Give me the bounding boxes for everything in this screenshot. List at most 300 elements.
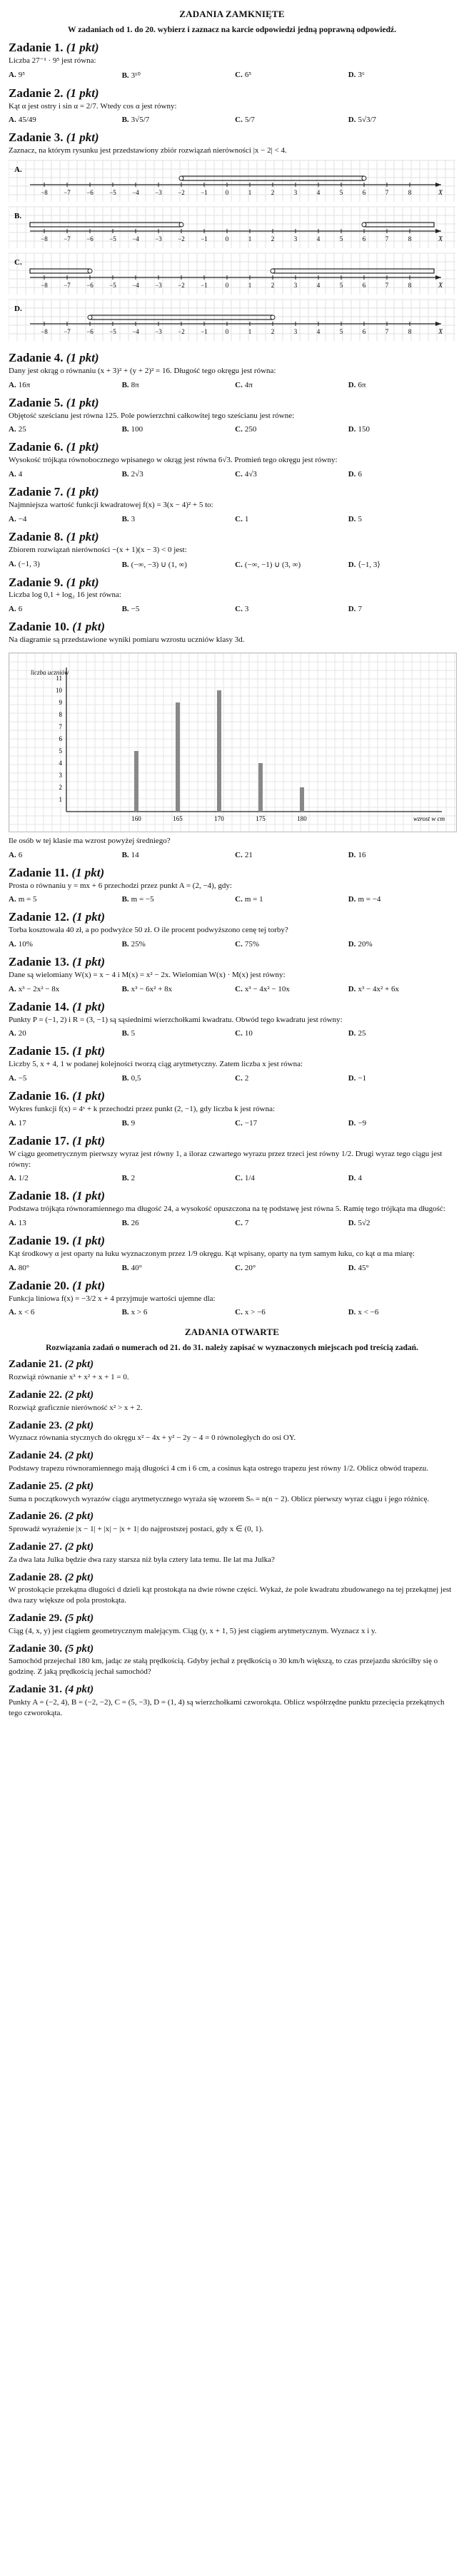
task-points: (1 pkt) xyxy=(66,351,99,365)
open-tasks xyxy=(9,1359,455,1718)
task-number: Zadanie 2. xyxy=(9,86,64,100)
task-question: Wyznacz równania stycznych do okręgu x² − 4x + y² − 2y − 4 = 0 równoległych do osi OY. xyxy=(9,1433,296,1443)
answer-value: 4π xyxy=(244,380,253,389)
answer-letter: A. xyxy=(9,895,16,904)
tick-label: −3 xyxy=(155,189,162,197)
answer-letter: C. xyxy=(235,1074,243,1083)
answer-option[interactable] xyxy=(122,985,229,993)
answer-option[interactable] xyxy=(9,1174,116,1182)
answer-value: 4 xyxy=(18,470,23,479)
task-title xyxy=(9,1001,455,1013)
task-question: Podstawy trapezu równoramiennego mają długości 4 cm i 6 cm, a cosinus kąta ostrego trapezu jest równy 1/2. Oblicz obwód trapezu. xyxy=(9,1463,429,1473)
task xyxy=(9,486,455,523)
answer-option[interactable] xyxy=(122,515,229,523)
answer-option[interactable] xyxy=(235,605,342,613)
task-title xyxy=(9,1390,455,1401)
tick-label: 4 xyxy=(316,328,321,336)
answer-option[interactable] xyxy=(348,1029,455,1038)
task xyxy=(9,1090,455,1128)
answer-value: 25% xyxy=(131,940,146,949)
task-points: (2 pkt) xyxy=(64,1450,94,1462)
tick-label: 2 xyxy=(271,328,275,336)
answer-value: x³ − 2x² − 8x xyxy=(18,984,60,993)
answer-option[interactable] xyxy=(235,560,342,569)
answer-value: 4√3 xyxy=(244,470,257,479)
answer-letter: D. xyxy=(348,70,356,79)
instructions: W zadaniach od 1. do 20. wybierz i zaznacz na karcie odpowiedzi jedną poprawną odpowiedź. xyxy=(68,26,396,34)
task-question: Dane są wielomiany W(x) = x − 4 i M(x) = x² − 2x. Wielomian W(x) · M(x) jest równy: xyxy=(9,970,286,979)
tick-label: 2 xyxy=(271,189,275,197)
task-number: Zadanie 26. xyxy=(9,1511,63,1523)
task-points: (1 pkt) xyxy=(66,395,99,409)
task-number: Zadanie 31. xyxy=(9,1684,63,1696)
answer-letter: D. xyxy=(348,1308,356,1317)
task-points: (1 pkt) xyxy=(72,1234,106,1248)
answer-letter: D. xyxy=(348,116,356,125)
answer-value: 25 xyxy=(358,1029,366,1038)
answer-option[interactable] xyxy=(348,1174,455,1182)
answer-option[interactable] xyxy=(9,605,116,613)
task-points: (1 pkt) xyxy=(72,1089,106,1103)
task-title xyxy=(9,1542,455,1553)
axis-y-label: liczba uczniów xyxy=(31,668,69,676)
answer-options xyxy=(9,1074,455,1083)
answer-letter: C. xyxy=(235,1219,243,1228)
answer-option[interactable] xyxy=(9,515,116,523)
answer-letter: D. xyxy=(348,1263,356,1272)
answer-option[interactable] xyxy=(122,1119,229,1128)
y-tick-label: 10 xyxy=(56,686,62,694)
height-chart xyxy=(9,653,457,832)
answer-option[interactable] xyxy=(235,985,342,993)
answer-value: 1/4 xyxy=(244,1174,255,1183)
tick-label: −2 xyxy=(178,189,185,197)
task-number: Zadanie 11. xyxy=(9,865,69,879)
answer-options xyxy=(9,470,455,479)
answer-value: x³ − 4x² + 6x xyxy=(358,984,399,993)
answer-letter: A. xyxy=(9,1308,16,1317)
answer-option[interactable] xyxy=(235,1119,342,1128)
task xyxy=(9,867,455,904)
task-title xyxy=(9,956,455,968)
task-number: Zadanie 22. xyxy=(9,1389,63,1401)
answer-option[interactable] xyxy=(9,895,116,904)
task-points: (5 pkt) xyxy=(64,1642,94,1655)
answer-option[interactable] xyxy=(9,1029,116,1038)
task-number: Zadanie 25. xyxy=(9,1480,63,1492)
answer-option[interactable] xyxy=(235,381,342,389)
answer-option[interactable] xyxy=(235,940,342,949)
answer-letter: D. xyxy=(348,1074,356,1083)
task-points: (5 pkt) xyxy=(64,1612,94,1625)
answer-letter: B. xyxy=(121,1029,129,1038)
answer-value: 3 xyxy=(244,605,249,614)
answer-option[interactable] xyxy=(9,425,116,434)
task-question: Kąt α jest ostry i sin α = 2/7. Wtedy cos α jest równy: xyxy=(9,101,177,111)
answer-value: 20% xyxy=(358,940,373,949)
task-points: (4 pkt) xyxy=(64,1684,94,1696)
answer-value: −17 xyxy=(244,1118,258,1128)
answer-option[interactable] xyxy=(348,1308,455,1317)
answer-option[interactable] xyxy=(9,1074,116,1083)
answer-option[interactable] xyxy=(348,895,455,904)
tick-label: 1 xyxy=(248,282,252,290)
task-question: Rozwiąż równanie x³ + x² + x + 1 = 0. xyxy=(9,1373,129,1382)
number-line[interactable] xyxy=(9,159,455,203)
task-question: W ciągu geometrycznym pierwszy wyraz jest równy 1, a iloraz czwartego wyrazu przez trzeci jest równy 1/2. Drugi wyraz tego ciągu jest równy: xyxy=(9,1149,443,1169)
tick-label: −7 xyxy=(64,282,71,290)
answer-options xyxy=(9,605,455,613)
answer-option[interactable] xyxy=(235,1264,342,1272)
answer-option[interactable] xyxy=(122,560,229,569)
answer-value: m = −4 xyxy=(358,895,381,904)
tick-label: 6 xyxy=(362,328,366,336)
tick-label: −5 xyxy=(109,189,116,197)
answer-options xyxy=(9,425,455,434)
task xyxy=(9,1235,455,1272)
answer-option[interactable] xyxy=(348,381,455,389)
answer-option[interactable] xyxy=(235,1308,342,1317)
task-question: W prostokącie przekątna długości d dzieli kąt prostokąta na dwie równe części. Wykaż, że pole kwadratu zbudowanego na tej przekątnej jest dwa razy większe od pola prostokąta. xyxy=(9,1585,452,1605)
open-task xyxy=(9,1511,455,1535)
answer-option[interactable] xyxy=(348,560,455,569)
answer-letter: A. xyxy=(9,470,16,479)
answer-option[interactable] xyxy=(9,381,116,389)
answer-option[interactable] xyxy=(122,851,229,859)
task-title xyxy=(9,41,455,54)
task-question: Punkty P = (−1, 2) i R = (3, −1) są sąsiednimi wierzchołkami kwadratu. Obwód tego kwadratu jest równy: xyxy=(9,1015,343,1024)
task-question: Podstawa trójkąta równoramiennego ma długość 24, a wysokość opuszczona na tę podstawę jest równa 5. Ramię tego trójkąta ma długość: xyxy=(9,1205,445,1214)
bar xyxy=(258,763,263,812)
answer-value: x > 6 xyxy=(131,1308,148,1317)
task-number: Zadanie 5. xyxy=(9,395,64,409)
answer-letter: C. xyxy=(235,1118,243,1128)
answer-options xyxy=(9,940,455,949)
answer-letter: A. xyxy=(9,380,16,389)
answer-letter: B. xyxy=(121,1118,129,1128)
answer-letter: A. xyxy=(9,116,16,125)
task xyxy=(9,131,455,344)
answer-options xyxy=(9,1308,455,1317)
task-question: Wysokość trójkąta równobocznego wpisanego w okrąg jest równa 6√3. Promień tego okręgu jest równy: xyxy=(9,456,338,465)
answer-option[interactable] xyxy=(235,1029,342,1038)
answer-options xyxy=(9,851,455,859)
tick-label: 7 xyxy=(385,189,389,197)
answer-option[interactable] xyxy=(348,1074,455,1083)
answer-letter: D. xyxy=(348,470,356,479)
answer-option[interactable] xyxy=(9,560,116,569)
answer-option[interactable] xyxy=(9,985,116,993)
y-tick-label: 4 xyxy=(59,759,62,767)
task xyxy=(9,352,455,389)
answer-option[interactable] xyxy=(235,515,342,523)
task-points: (1 pkt) xyxy=(66,575,99,589)
answer-option[interactable] xyxy=(122,895,229,904)
axis-x-label: X xyxy=(438,282,443,290)
answer-option[interactable] xyxy=(235,71,342,80)
answer-option[interactable] xyxy=(122,425,229,434)
answer-option[interactable] xyxy=(348,71,455,80)
answer-value: 16π xyxy=(18,380,31,389)
bar xyxy=(176,702,180,812)
option-label: B. xyxy=(14,212,22,221)
task-title xyxy=(9,1359,455,1371)
answer-option[interactable] xyxy=(9,851,116,859)
answer-letter: C. xyxy=(235,605,243,614)
open-task xyxy=(9,1542,455,1565)
answer-option[interactable] xyxy=(9,116,116,124)
answer-option[interactable] xyxy=(9,470,116,479)
answer-letter: D. xyxy=(348,984,356,993)
task-number: Zadanie 14. xyxy=(9,999,70,1013)
answer-option[interactable] xyxy=(348,515,455,523)
answer-options xyxy=(9,895,455,904)
task-question: Liczba log 0,1 + log₂ 16 jest równa: xyxy=(9,591,121,600)
tick-label: 1 xyxy=(248,235,252,243)
answer-letter: D. xyxy=(348,560,356,569)
task-points: (1 pkt) xyxy=(71,865,105,879)
answer-letter: B. xyxy=(121,1308,129,1317)
tick-label: −4 xyxy=(132,328,139,336)
task-number: Zadanie 19. xyxy=(9,1234,70,1248)
answer-option[interactable] xyxy=(348,605,455,613)
answer-value: 3¹⁰ xyxy=(131,71,141,80)
task xyxy=(9,1135,455,1183)
answer-option[interactable] xyxy=(348,1119,455,1128)
task-points: (1 pkt) xyxy=(66,41,99,54)
answer-value: 8π xyxy=(131,380,139,389)
task-points: (2 pkt) xyxy=(64,1511,94,1523)
answer-option[interactable] xyxy=(9,71,116,80)
answer-letter: C. xyxy=(235,984,243,993)
number-line[interactable] xyxy=(9,298,455,342)
task-number: Zadanie 3. xyxy=(9,131,64,145)
answer-letter: C. xyxy=(235,425,243,434)
tick-label: −5 xyxy=(109,282,116,290)
tick-label: −6 xyxy=(86,235,94,243)
task-title xyxy=(9,131,455,144)
answer-options xyxy=(9,116,455,124)
answer-option[interactable] xyxy=(348,985,455,993)
task-points: (1 pkt) xyxy=(72,620,106,634)
task-question: Kąt środkowy α jest oparty na łuku wyznaczonym przez 1/9 okręgu. Kąt wpisany, oparty na tym samym łuku, co kąt α ma miarę: xyxy=(9,1249,415,1258)
answer-letter: B. xyxy=(121,560,129,569)
tick-label: −6 xyxy=(86,328,94,336)
answer-option[interactable] xyxy=(235,1074,342,1083)
answer-value: 4 xyxy=(358,1174,362,1183)
tick-label: 3 xyxy=(293,189,298,197)
task-title xyxy=(9,1135,455,1148)
answer-value: 5 xyxy=(358,514,362,523)
tick-label: −1 xyxy=(201,235,208,243)
answer-letter: A. xyxy=(9,850,16,859)
task-question: Zbiorem rozwiązań nierówności −(x + 1)(x − 3) < 0 jest: xyxy=(9,545,187,554)
answer-value: 6 xyxy=(18,850,23,859)
answer-letter: C. xyxy=(235,514,243,523)
tick-label: −8 xyxy=(41,328,48,336)
answer-value: 80° xyxy=(18,1263,30,1272)
answer-option[interactable] xyxy=(348,1219,455,1227)
interval-bar xyxy=(273,269,434,273)
answer-options xyxy=(9,1029,455,1038)
answer-option[interactable] xyxy=(122,605,229,613)
tick-label: 8 xyxy=(408,282,412,290)
tick-label: 7 xyxy=(385,328,389,336)
answer-option[interactable] xyxy=(9,1219,116,1227)
answer-option[interactable] xyxy=(122,470,229,479)
task-number: Zadanie 30. xyxy=(9,1642,63,1655)
open-task xyxy=(9,1613,455,1637)
y-tick-label: 6 xyxy=(59,735,62,742)
answer-option[interactable] xyxy=(9,1308,116,1317)
answer-option[interactable] xyxy=(122,1029,229,1038)
task-title xyxy=(9,441,455,454)
task-question: Liczba 27⁻¹ · 9⁵ jest równa: xyxy=(9,56,96,65)
tick-label: 4 xyxy=(316,282,321,290)
task-points: (1 pkt) xyxy=(66,529,99,543)
answer-option[interactable] xyxy=(348,1264,455,1272)
answer-option[interactable] xyxy=(122,1074,229,1083)
tick-label: 6 xyxy=(362,282,366,290)
axis-x-label: wzrost w cm xyxy=(413,814,445,822)
answer-option[interactable] xyxy=(122,381,229,389)
answer-value: (−∞, −3) ∪ (1, ∞) xyxy=(131,560,187,569)
answer-value: (−∞, −1) ∪ (3, ∞) xyxy=(244,560,301,569)
answer-value: x > −6 xyxy=(244,1308,266,1317)
answer-letter: B. xyxy=(121,1074,129,1083)
tick-label: 7 xyxy=(385,235,389,243)
tick-label: 5 xyxy=(339,189,343,197)
answer-option[interactable] xyxy=(122,116,229,124)
answer-letter: B. xyxy=(121,380,129,389)
answer-value: 14 xyxy=(131,850,139,859)
answer-value: 7 xyxy=(358,605,362,614)
answer-option[interactable] xyxy=(348,851,455,859)
answer-option[interactable] xyxy=(235,1174,342,1182)
task-question: Prosta o równaniu y = mx + 6 przechodzi przez punkt A = (2, −4), gdy: xyxy=(9,881,232,890)
answer-option[interactable] xyxy=(9,1264,116,1272)
task-title xyxy=(9,397,455,409)
answer-value: 5/7 xyxy=(244,116,255,125)
tick-label: −4 xyxy=(132,282,139,290)
axis-x-label: X xyxy=(438,189,443,198)
task-number: Zadanie 28. xyxy=(9,1571,63,1583)
task-title xyxy=(9,1235,455,1247)
task-number: Zadanie 27. xyxy=(9,1541,63,1553)
task xyxy=(9,956,455,993)
answer-letter: A. xyxy=(9,1219,16,1228)
tick-label: 8 xyxy=(408,328,412,336)
task-number: Zadanie 29. xyxy=(9,1612,63,1625)
answer-letter: A. xyxy=(9,940,16,949)
answer-option[interactable] xyxy=(122,1174,229,1182)
answer-letter: C. xyxy=(235,70,243,79)
answer-option[interactable] xyxy=(235,116,342,124)
task-title xyxy=(9,531,455,543)
tick-label: −8 xyxy=(41,235,48,243)
answer-letter: C. xyxy=(235,470,243,479)
open-instructions: Rozwiązania zadań o numerach od 21. do 31. należy zapisać w wyznaczonych miejscach pod treścią zadań. xyxy=(46,1344,418,1353)
answer-value: 6 xyxy=(358,470,362,479)
task-number: Zadanie 8. xyxy=(9,529,64,543)
answer-letter: C. xyxy=(235,116,243,125)
task-title xyxy=(9,867,455,879)
answer-value: 5√3/7 xyxy=(358,116,377,125)
answer-option[interactable] xyxy=(122,1264,229,1272)
task-title xyxy=(9,620,455,633)
answer-value: 6 xyxy=(18,605,23,614)
answer-option[interactable] xyxy=(122,940,229,949)
answer-value: 20° xyxy=(244,1263,256,1272)
answer-value: (−1, 3) xyxy=(18,559,40,568)
tick-label: −1 xyxy=(201,282,208,290)
answer-option[interactable] xyxy=(235,470,342,479)
section-title-closed: ZADANIA ZAMKNIĘTE xyxy=(179,9,285,19)
answer-letter: D. xyxy=(348,850,356,859)
answer-option[interactable] xyxy=(9,1119,116,1128)
task xyxy=(9,87,455,125)
answer-option[interactable] xyxy=(348,425,455,434)
answer-value: −1 xyxy=(358,1074,367,1083)
tick-label: −3 xyxy=(155,328,162,336)
answer-option[interactable] xyxy=(348,470,455,479)
answer-value: −5 xyxy=(131,605,140,614)
x-tick-label: 165 xyxy=(173,814,183,822)
tick-label: −6 xyxy=(86,189,94,197)
task-title xyxy=(9,1451,455,1462)
answer-option[interactable] xyxy=(122,71,229,80)
tick-label: −7 xyxy=(64,189,71,197)
task-question: Torba kosztowała 40 zł, a po podwyżce 50 zł. O ile procent podwyższono cenę tej torby? xyxy=(9,926,288,935)
answer-letter: D. xyxy=(348,895,356,904)
answer-option[interactable] xyxy=(235,895,342,904)
task-title xyxy=(9,1644,455,1655)
answer-option[interactable] xyxy=(9,940,116,949)
number-line[interactable] xyxy=(9,252,455,296)
tick-label: −5 xyxy=(109,328,116,336)
answer-option[interactable] xyxy=(122,1308,229,1317)
open-task xyxy=(9,1685,455,1718)
answer-value: 45/49 xyxy=(18,116,36,125)
answer-option[interactable] xyxy=(348,940,455,949)
number-line[interactable] xyxy=(9,205,455,250)
answer-options xyxy=(9,1264,455,1272)
tick-label: 2 xyxy=(271,282,275,290)
interval-bar xyxy=(30,223,181,227)
answer-option[interactable] xyxy=(122,1219,229,1227)
task-title xyxy=(9,1481,455,1493)
task-question: Sprowadź wyrażenie |x − 1| + |x| − |x + 1| do najprostszej postaci, gdy x ∈ (0, 1). xyxy=(9,1525,264,1534)
answer-value: 7 xyxy=(244,1219,249,1228)
answer-letter: B. xyxy=(121,605,129,614)
answer-option[interactable] xyxy=(235,851,342,859)
answer-option[interactable] xyxy=(235,425,342,434)
answer-letter: B. xyxy=(121,1263,129,1272)
task-question: Za dwa lata Julka będzie dwa razy starsza niż była cztery lata temu. Ile lat ma Julka? xyxy=(9,1555,275,1564)
answer-option[interactable] xyxy=(235,1219,342,1227)
task-points: (2 pkt) xyxy=(64,1541,94,1553)
task-number: Zadanie 17. xyxy=(9,1133,70,1148)
answer-option[interactable] xyxy=(348,116,455,124)
answer-letter: A. xyxy=(9,559,16,568)
answer-value: 10 xyxy=(244,1029,253,1038)
bar xyxy=(217,690,221,812)
x-tick-label: 175 xyxy=(256,814,266,822)
tick-label: 3 xyxy=(293,235,298,243)
answer-letter: D. xyxy=(348,1219,356,1228)
task-title xyxy=(9,1279,455,1292)
answer-value: 1 xyxy=(244,514,249,523)
